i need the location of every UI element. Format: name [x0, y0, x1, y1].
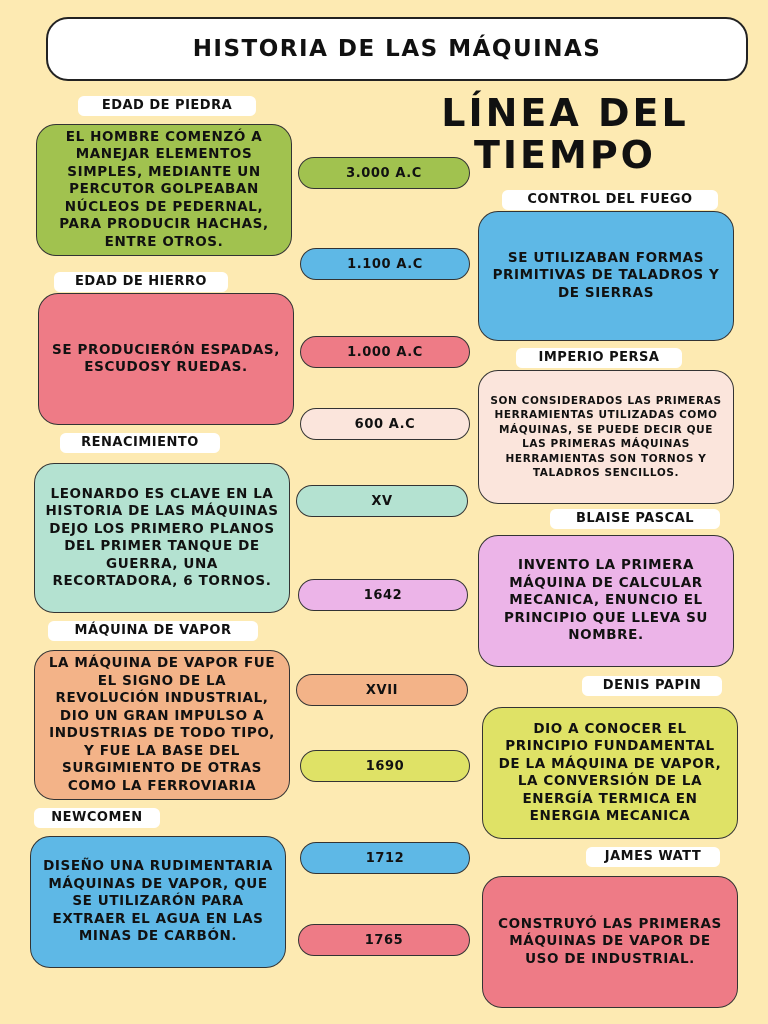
- event-card-edad-de-hierro: SE PRODUCIERÓN ESPADAS, ESCUDOSY RUEDAS.: [38, 293, 294, 425]
- date-pill-xv: XV: [296, 485, 468, 517]
- date-pill-1712: 1712: [300, 842, 470, 874]
- date-pill-600ac: 600 A.C: [300, 408, 470, 440]
- event-card-maquina-de-vapor: LA MÁQUINA DE VAPOR FUE EL SIGNO DE LA REVOLUCIÓN INDUSTRIAL, DIO UN GRAN IMPULSO A INDUSTRIAS DE TODO TIPO, Y FUE LA BASE DEL SURGIMIENTO DE OTRAS COMO LA FERROVIARIA: [34, 650, 290, 800]
- event-card-james-watt: CONSTRUYÓ LAS PRIMERAS MÁQUINAS DE VAPOR DE USO DE INDUSTRIAL.: [482, 876, 738, 1008]
- timeline-heading-line1: LÍNEA DEL: [441, 91, 689, 135]
- event-card-denis-papin: DIO A CONOCER EL PRINCIPIO FUNDAMENTAL DE LA MÁQUINA DE VAPOR, LA CONVERSIÓN DE LA ENERGÍA TERMICA EN ENERGIA MECANICA: [482, 707, 738, 839]
- event-tag-james-watt: JAMES WATT: [586, 847, 720, 867]
- date-pill-1765: 1765: [298, 924, 470, 956]
- event-card-edad-de-piedra: EL HOMBRE COMENZÓ A MANEJAR ELEMENTOS SIMPLES, MEDIANTE UN PERCUTOR GOLPEABAN NÚCLEOS DE PEDERNAL, PARA PRODUCIR HACHAS, ENTRE OTROS.: [36, 124, 292, 256]
- event-card-blaise-pascal: INVENTO LA PRIMERA MÁQUINA DE CALCULAR MECANICA, ENUNCIO EL PRINCIPIO QUE LLEVA SU NOMBRE.: [478, 535, 734, 667]
- event-tag-newcomen: NEWCOMEN: [34, 808, 160, 828]
- date-pill-3000ac: 3.000 A.C: [298, 157, 470, 189]
- event-card-control-del-fuego: SE UTILIZABAN FORMAS PRIMITIVAS DE TALADROS Y DE SIERRAS: [478, 211, 734, 341]
- date-pill-1100ac: 1.100 A.C: [300, 248, 470, 280]
- event-card-renacimiento: LEONARDO ES CLAVE EN LA HISTORIA DE LAS MÁQUINAS DEJO LOS PRIMERO PLANOS DEL PRIMER TANQUE DE GUERRA, UNA RECORTADORA, 6 TORNOS.: [34, 463, 290, 613]
- date-pill-1690: 1690: [300, 750, 470, 782]
- timeline-heading-line2: TIEMPO: [474, 133, 656, 177]
- page-title: HISTORIA DE LAS MÁQUINAS: [46, 17, 748, 81]
- event-tag-edad-de-piedra: EDAD DE PIEDRA: [78, 96, 256, 116]
- event-tag-imperio-persa: IMPERIO PERSA: [516, 348, 682, 368]
- date-pill-xvii: XVII: [296, 674, 468, 706]
- event-tag-edad-de-hierro: EDAD DE HIERRO: [54, 272, 228, 292]
- event-tag-blaise-pascal: BLAISE PASCAL: [550, 509, 720, 529]
- event-card-imperio-persa: SON CONSIDERADOS LAS PRIMERAS HERRAMIENTAS UTILIZADAS COMO MÁQUINAS, SE PUEDE DECIR QUE LAS PRIMERAS MÁQUINAS HERRAMIENTAS SON TORNOS Y TALADROS SENCILLOS.: [478, 370, 734, 504]
- event-card-newcomen: DISEÑO UNA RUDIMENTARIA MÁQUINAS DE VAPOR, QUE SE UTILIZARÓN PARA EXTRAER EL AGUA EN LAS MINAS DE CARBÓN.: [30, 836, 286, 968]
- event-tag-denis-papin: DENIS PAPIN: [582, 676, 722, 696]
- event-tag-maquina-de-vapor: MÁQUINA DE VAPOR: [48, 621, 258, 641]
- date-pill-1000ac: 1.000 A.C: [300, 336, 470, 368]
- event-tag-renacimiento: RENACIMIENTO: [60, 433, 220, 453]
- event-tag-control-del-fuego: CONTROL DEL FUEGO: [502, 190, 718, 210]
- date-pill-1642: 1642: [298, 579, 468, 611]
